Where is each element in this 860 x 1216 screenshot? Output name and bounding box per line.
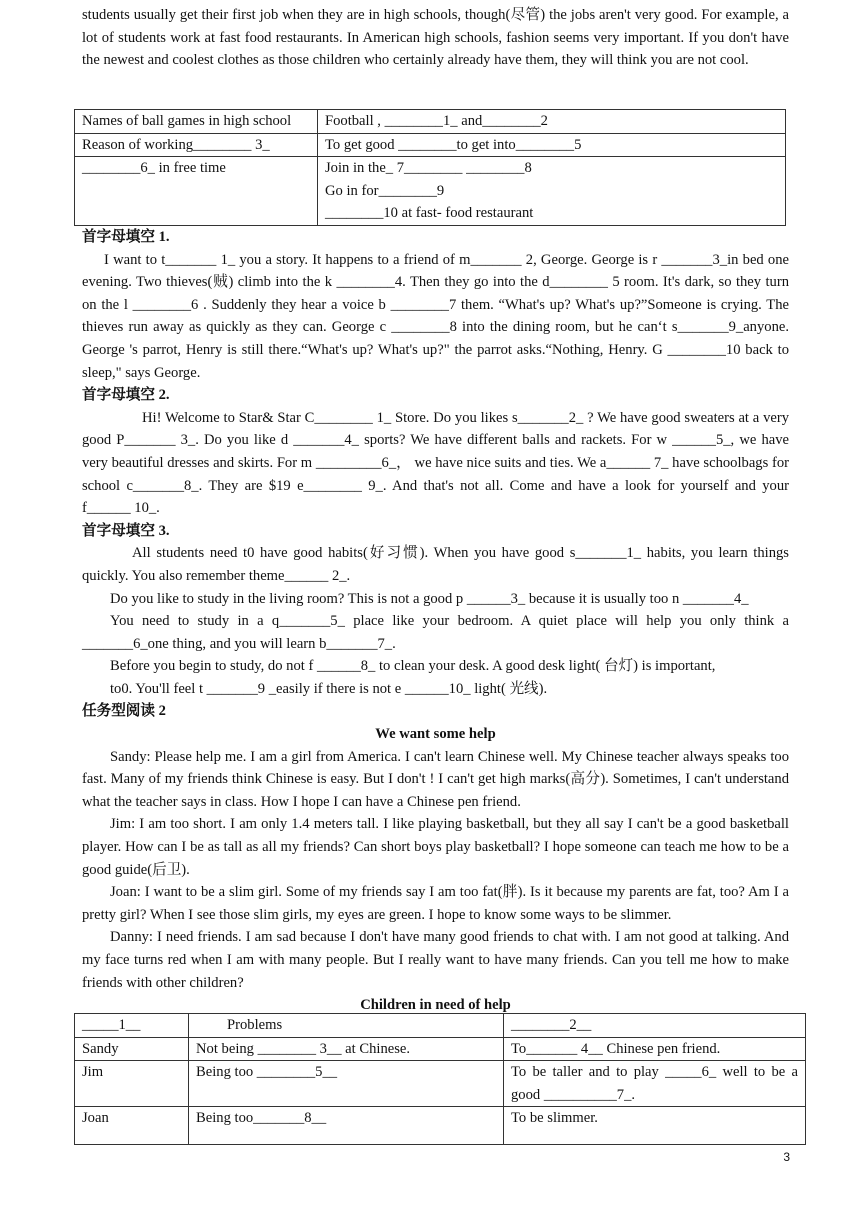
table-cell: To be slimmer. [504,1107,806,1145]
table-cell: Not being ________ 3__ at Chinese. [189,1037,504,1061]
section-heading: 任务型阅读 2 [82,703,166,720]
table-row [75,1037,806,1061]
reading-paragraph: Danny: I need friends. I am sad because I don't have many good friends to chat with. I am not good at talking. And my face turns red when I am with many people. But I really want to have many friends. Can you tell me how to make friends with other children? [82,929,789,991]
section-text: I want to t_______ 1_ you a story. It happens to a friend of m_______ 2, George. George is r _______3_in bed one evening. Two thieves(贼) climb into the k ________4. Then they go into the d________ 5 room. It's dark, so they turn on the l ________6 . Suddenly they hear a voice b ________7 them. “What's up? What's up?”Someone is crying. The thieves run away as quickly as they can. George c ________8 into the dining room, but he can‘t s_______9_anyone. George 's parrot, Henry is still there.“What's up? What's up?" the parrot asks.“Nothing, Henry. G ________10 back to sleep," says George. [82,251,789,381]
reading-title: We want some help [375,726,496,743]
intro-paragraph: students usually get their first job when they are in high schools, though(尽管) the jobs aren't very good. For example, a lot of students work at fast food restaurants. In American high schools, fashion seems very important. If you don't have the newest and coolest clothes as those children who certainly already have them, they will think you are not cool. [82,7,789,69]
table-row [75,1061,806,1107]
document-body [82,4,789,72]
section-heading: 首字母填空 3. [82,522,170,539]
table-cell: Sandy [75,1037,189,1061]
table-cell: Jim [75,1061,189,1107]
table-cell: To get good ________to get into________5 [318,133,786,157]
table-cell: ________6_ in free time [75,157,318,226]
table-cell: Reason of working________ 3_ [75,133,318,157]
table-cell: Joan [75,1107,189,1145]
reading-paragraph: Joan: I want to be a slim girl. Some of my friends say I am too fat(胖). Is it because my parents are fat, too? Am I a pretty girl? When I see those slim girls, my eyes are green. I hope to know some ways to be slimmer. [82,884,789,923]
table-cell: Problems [189,1014,504,1038]
reading-paragraph: Jim: I am too short. I am only 1.4 meters tall. I like playing basketball, but they all say I can't be a good basketball player. How can I be as tall as all my friends? Can short boys play basketball? I hope someone can teach me how to be a good guide(后卫). [82,816,789,878]
exercise-sections [82,226,789,1017]
reading-paragraph: Sandy: Please help me. I am a girl from America. I can't learn Chinese well. My Chinese teacher always speaks too fast. Many of my friends think Chinese is easy. But I don't ! I can't get high marks(高分). Sometimes, I can't understand what the teacher says in class. How I hope I can have a Chinese pen friend. [82,748,789,810]
children-help-table [74,1013,806,1145]
page-number: 3 [783,1150,790,1164]
section-heading: 首字母填空 1. [82,229,170,245]
section-text: Before you begin to study, do not f ______8_ to clean your desk. A good desk light( 台灯) is important, [110,658,716,675]
table-cell: To_______ 4__ Chinese pen friend. [504,1037,806,1061]
table-cell: Being too_______8__ [189,1107,504,1145]
table-row [75,110,786,134]
table-cell: _____1__ [75,1014,189,1038]
table-cell: To be taller and to play _____6_ well to be a good __________7_. [504,1061,806,1107]
table-row [75,1014,806,1038]
table-cell: Names of ball games in high school [75,110,318,134]
section-text: Hi! Welcome to Star& Star C________ 1_ Store. Do you likes s_______2_ ? We have good sweaters at a very good P_______ 3_. Do you like d _______4_ sports? We have different balls and rackets. For w ______5_, we have very beautiful dresses and skirts. For m _________6_， we have nice suits and ties. We a______ 7_ have schoolbags for school c_______8_. They are $19 e________ 9_. And that's not all. Come and have a look for yourself and your f______ 10_. [82,409,789,517]
cell-line: ________10 at fast- food restaurant [325,205,534,222]
cell-line: Join in the_ 7________ ________8 [325,160,532,177]
table-row [75,157,786,226]
table-row [75,133,786,157]
table-cell: Being too ________5__ [189,1061,504,1107]
section-text: All students need t0 have good habits(好习惯). When you have good s_______1_ habits, you learn things quickly. You also remember theme______ 2_. [82,545,789,584]
section-text: Do you like to study in the living room? This is not a good p ______3_ because it is usually too n _______4_ [110,590,749,607]
section-text: to0. You'll feel t _______9 _easily if there is not e ______10_ light( 光线). [110,680,548,697]
cell-line: Go in for________9 [325,182,445,199]
table-cell: ________2__ [504,1014,806,1038]
section-text: You need to study in a q_______5_ place like your bedroom. A quiet place will help you only think a _______6_one thing, and you will learn b_______7_. [82,613,789,652]
table-cell: Football , ________1_ and________2 [318,110,786,134]
ball-games-table [74,109,786,226]
table-title: Children in need of help [360,997,511,1014]
section-heading: 首字母填空 2. [82,387,170,404]
table-cell [318,157,786,226]
table-row [75,1107,806,1145]
